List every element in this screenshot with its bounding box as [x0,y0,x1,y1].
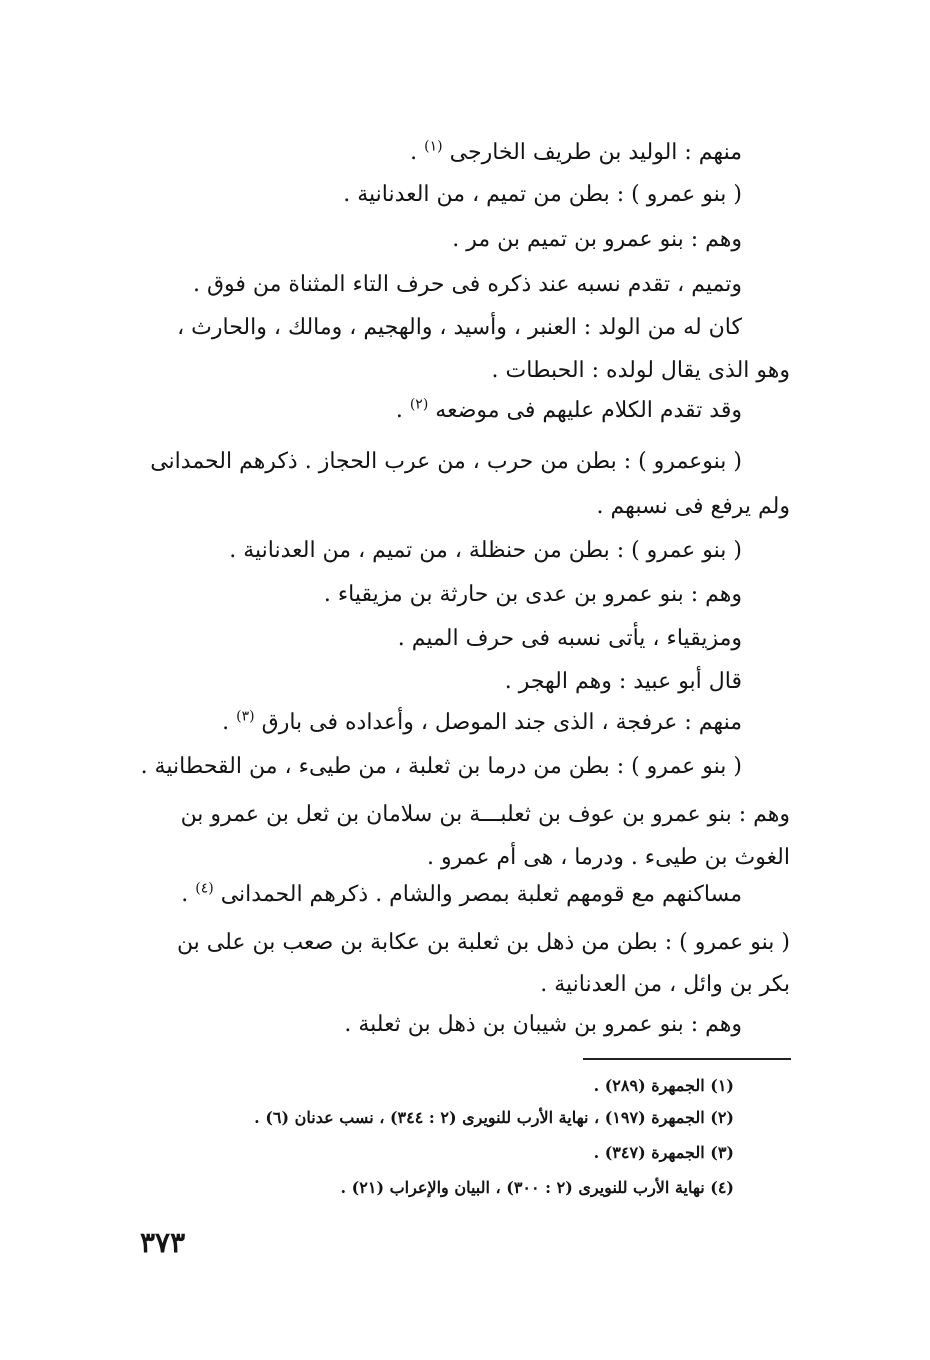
text-line: ( بنو عمرو ) : بطن من ذهل بن ثعلبة بن عكابة بن صعب بن على بن [176,930,790,955]
text-line: ولم يرفع فى نسبهم . [596,494,790,519]
text-line: ( بنو عمرو ) : بطن من درما بن ثعلبة ، من طيىء ، من القحطانية . [140,754,742,779]
text-line: وتميم ، تقدم نسبه عند ذكره فى حرف التاء المثناة من فوق . [192,272,742,297]
text-line: كان له من الولد : العنبر ، وأسيد ، والهجيم ، ومالك ، والحارث ، [177,315,742,340]
footnote: (٤) نهاية الأرب للنويرى (٢ : ٣٠٠) ، البيان والإعراب (٢١) . [340,1178,734,1197]
footnote: (٢) الجمهرة (١٩٧) ، نهاية الأرب للنويرى (٢ : ٣٤٤) ، نسب عدنان (٦) . [254,1108,734,1127]
text-line: وهم : بنو عمرو بن عدى بن حارثة بن مزيقياء . [323,582,742,607]
text-line: ( بنو عمرو ) : بطن من تميم ، من العدنانية . [343,182,742,207]
text-line: ( بنوعمرو ) : بطن من حرب ، من عرب الحجاز . ذكرهم الحمدانى [150,449,742,474]
text-line: بكر بن وائل ، من العدنانية . [540,972,790,997]
text-line: وهم : بنو عمرو بن عوف بن ثعلبـــة بن سلامان بن ثعل بن عمرو بن [180,802,790,827]
text-line: ومزيقياء ، يأتى نسبه فى حرف الميم . [397,626,742,651]
footnote: (٣) الجمهرة (٣٤٧) . [593,1143,734,1162]
text-line: وقد تقدم الكلام عليهم فى موضعه $^{(٢)}$ . [395,396,742,423]
text-line: ( بنو عمرو ) : بطن من حنظلة ، من تميم ، من العدنانية . [229,538,742,563]
text-line: الغوث بن طيىء . ودرما ، هى أم عمرو . [426,845,790,870]
footnote-ref: (١) [424,138,443,155]
text-line: وهم : بنو عمرو بن شيبان بن ذهل بن ثعلبة . [344,1012,742,1037]
text-line: مساكنهم مع قومهم ثعلبة بمصر والشام . ذكرهم الحمدانى $^{(٤)}$ . [181,880,742,907]
footnote: (١) الجمهرة (٢٨٩) . [593,1076,734,1095]
footnote-ref: (٢) [409,396,429,413]
page-number: ٣٧٣ [140,1226,186,1259]
text-line: وهو الذى يقال لولده : الحبطات . [491,358,790,383]
footnote-separator [583,1058,791,1060]
footnote-ref: (٤) [195,880,214,897]
text-line: قال أبو عبيد : وهم الهجر . [504,669,742,694]
text-line: منهم : الوليد بن طريف الخارجى $^{(١)}$ . [410,138,742,165]
text-line: منهم : عرفجة ، الذى جند الموصل ، وأعداده فى بارق $^{(٣)}$ . [222,708,742,735]
text-line: وهم : بنو عمرو بن تميم بن مر . [452,227,742,252]
footnote-ref: (٣) [236,708,255,725]
